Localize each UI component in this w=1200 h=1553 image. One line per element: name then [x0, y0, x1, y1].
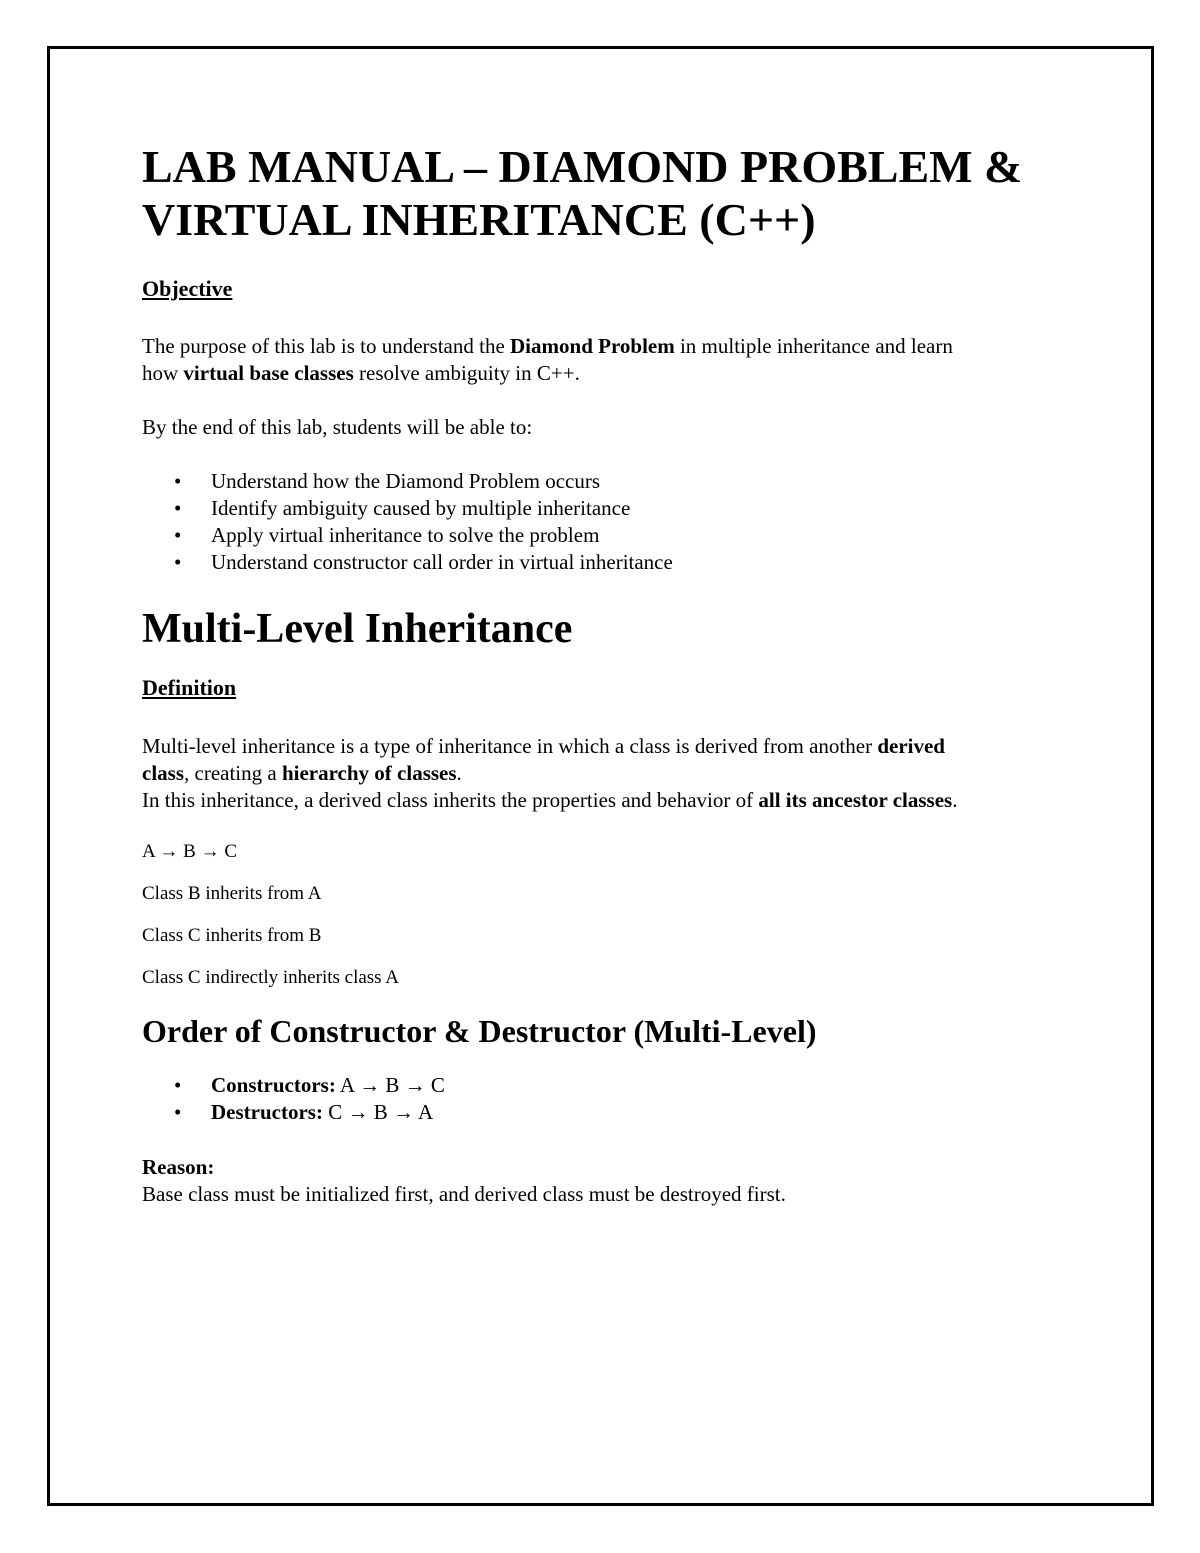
bullet-icon: •: [174, 550, 182, 574]
reason-label: Reason:: [142, 1155, 215, 1179]
multilevel-heading: Multi-Level Inheritance: [142, 606, 573, 652]
bullet-icon: •: [174, 1100, 182, 1124]
objective-paragraph: [142, 333, 1072, 387]
constructors-label: Constructors:: [211, 1073, 336, 1097]
bullet-icon: •: [174, 496, 182, 520]
inheritance-chain: A → B → C: [142, 841, 238, 862]
definition-text-a: Multi-level inheritance is a type of inheritance in which a class is derived from another: [142, 734, 878, 758]
bullet-icon: •: [174, 523, 182, 547]
definition-text-d: .: [456, 761, 462, 785]
objective-intro: By the end of this lab, students will be able to:: [142, 415, 533, 439]
list-item: [142, 1099, 1072, 1126]
list-item: [142, 522, 1072, 549]
bullet-text: Apply virtual inheritance to solve the problem: [211, 523, 600, 547]
bullet-icon: •: [174, 1073, 182, 1097]
chain-line-3: Class C indirectly inherits class A: [142, 967, 400, 988]
reason-text: Base class must be initialized first, and derived class must be destroyed first.: [142, 1182, 786, 1206]
definition-bold-derived: derived: [877, 734, 945, 758]
destructors-label: Destructors:: [211, 1100, 323, 1124]
objective-text-a: The purpose of this lab is to understand the: [142, 334, 511, 358]
definition-text-f: .: [952, 788, 958, 812]
title-line-2: VIRTUAL INHERITANCE (C++): [142, 194, 816, 245]
bullet-text: Identify ambiguity caused by multiple inheritance: [211, 496, 631, 520]
objective-bold-diamond: Diamond Problem: [510, 334, 675, 358]
definition-bold-class: class: [142, 761, 184, 785]
objective-bullet-list: [142, 468, 1072, 576]
objective-text-c: in multiple inheritance and learn: [674, 334, 953, 358]
constructors-order: A → B → C: [335, 1073, 445, 1097]
bullet-text: Understand how the Diamond Problem occurs: [211, 469, 601, 493]
list-item: [142, 495, 1072, 522]
title-line-1: LAB MANUAL – DIAMOND PROBLEM &: [142, 141, 1023, 192]
definition-label: Definition: [142, 675, 237, 700]
order-bullet-list: [142, 1072, 1072, 1126]
list-item: [142, 468, 1072, 495]
document-content: [142, 140, 1072, 1208]
definition-text-e: In this inheritance, a derived class inherits the properties and behavior of: [142, 788, 759, 812]
order-heading: Order of Constructor & Destructor (Multi-Level): [142, 1013, 817, 1049]
definition-text-b: , creating a: [184, 761, 282, 785]
definition-bold-ancestors: all its ancestor classes: [758, 788, 953, 812]
list-item: [142, 549, 1072, 576]
objective-text-f: resolve ambiguity in C++.: [353, 361, 580, 385]
bullet-text: Understand constructor call order in virtual inheritance: [211, 550, 673, 574]
document-title: [142, 140, 1072, 246]
list-item: [142, 1072, 1072, 1099]
definition-bold-hierarchy: hierarchy of classes: [281, 761, 457, 785]
reason-block: [142, 1154, 1072, 1208]
destructors-order: C → B → A: [322, 1100, 434, 1124]
chain-line-1: Class B inherits from A: [142, 883, 322, 904]
objective-label: Objective: [142, 276, 233, 301]
bullet-icon: •: [174, 469, 182, 493]
objective-text-d: how: [142, 361, 184, 385]
objective-bold-virtual: virtual base classes: [183, 361, 354, 385]
chain-line-2: Class C inherits from B: [142, 925, 322, 946]
definition-paragraph: [142, 733, 1072, 814]
